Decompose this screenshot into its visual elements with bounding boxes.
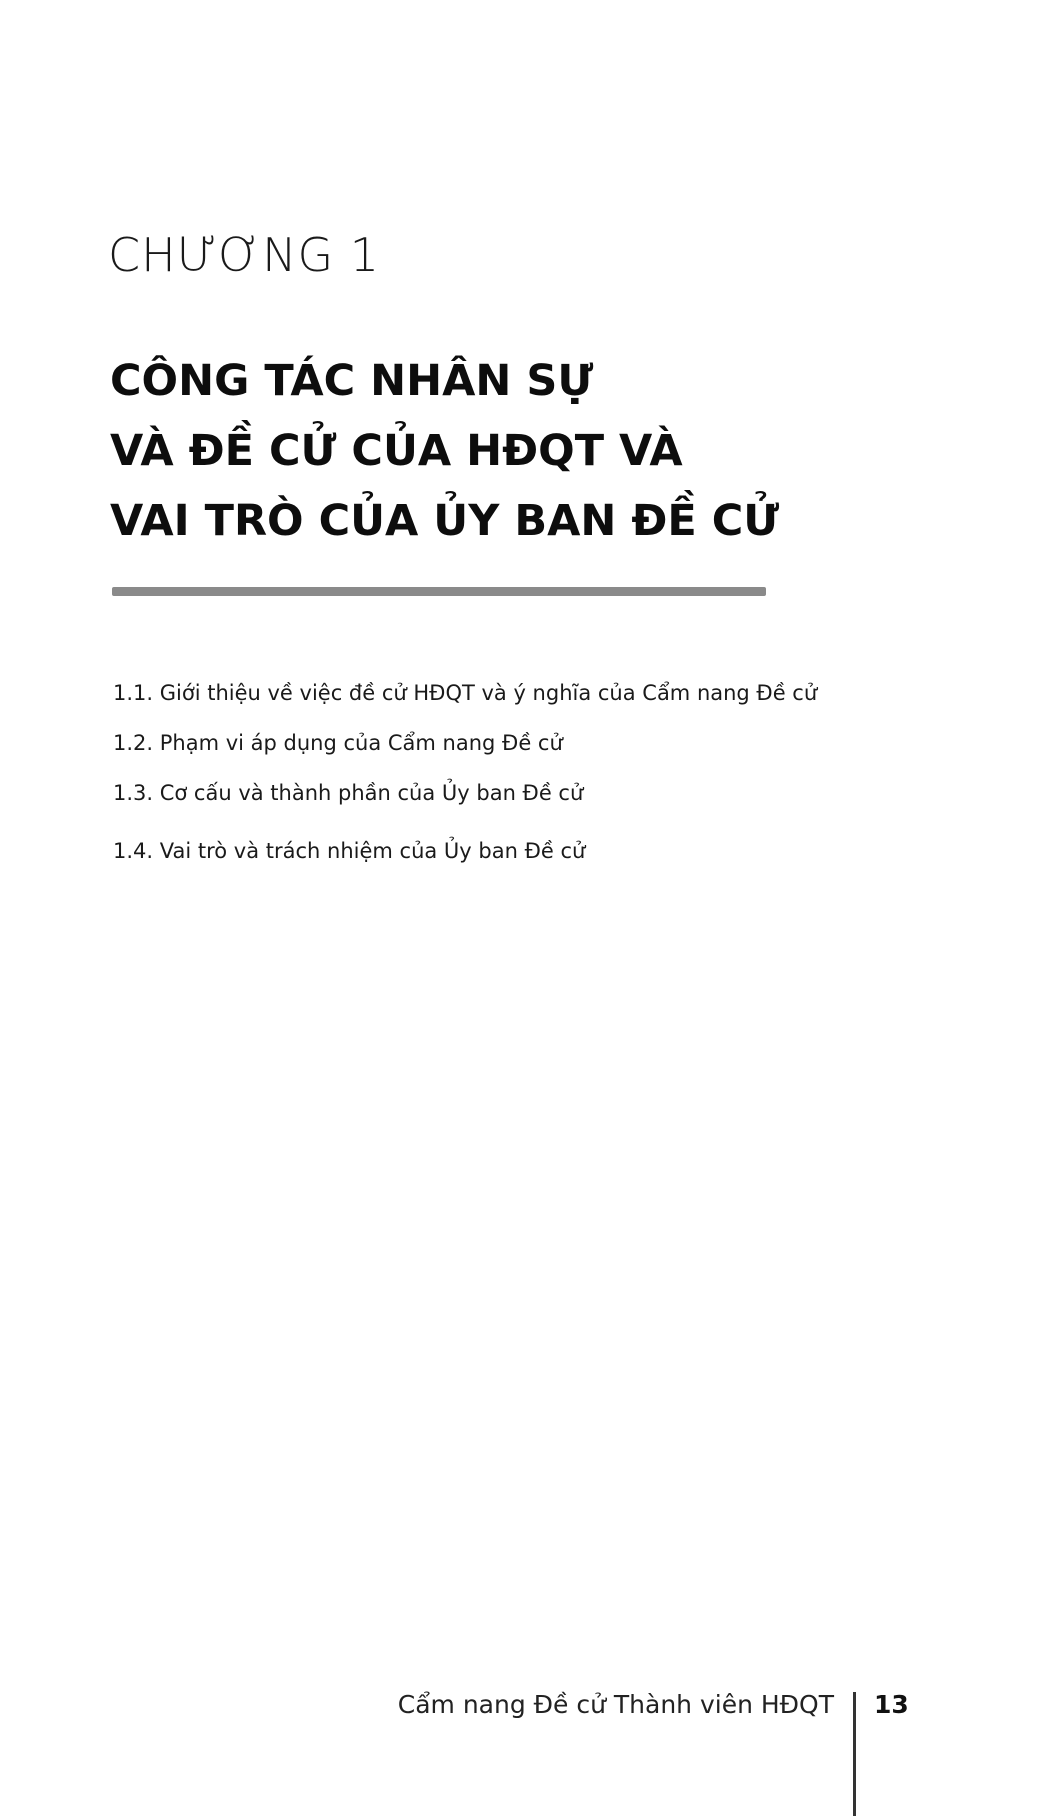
chapter-label: CHƯƠNG 1 — [108, 228, 381, 282]
chapter-title-line: CÔNG TÁC NHÂN SỰ — [110, 356, 594, 406]
section-item: 1.3. Cơ cấu và thành phần của Ủy ban Đề cử — [113, 781, 584, 805]
title-divider — [112, 587, 766, 596]
section-item: 1.4. Vai trò và trách nhiệm của Ủy ban Đề cử — [113, 839, 586, 863]
running-footer-title: Cẩm nang Đề cử Thành viên HĐQT — [397, 1690, 834, 1719]
footer-divider — [853, 1692, 856, 1816]
chapter-title-line: VÀ ĐỀ CỬ CỦA HĐQT VÀ — [110, 426, 683, 476]
section-item: 1.2. Phạm vi áp dụng của Cẩm nang Đề cử — [113, 731, 563, 755]
chapter-title-line: VAI TRÒ CỦA ỦY BAN ĐỀ CỬ — [110, 496, 780, 546]
chapter-title — [110, 346, 870, 556]
page-number: 13 — [874, 1690, 909, 1719]
section-item: 1.1. Giới thiệu về việc đề cử HĐQT và ý nghĩa của Cẩm nang Đề cử — [113, 681, 818, 705]
section-list — [113, 668, 817, 876]
